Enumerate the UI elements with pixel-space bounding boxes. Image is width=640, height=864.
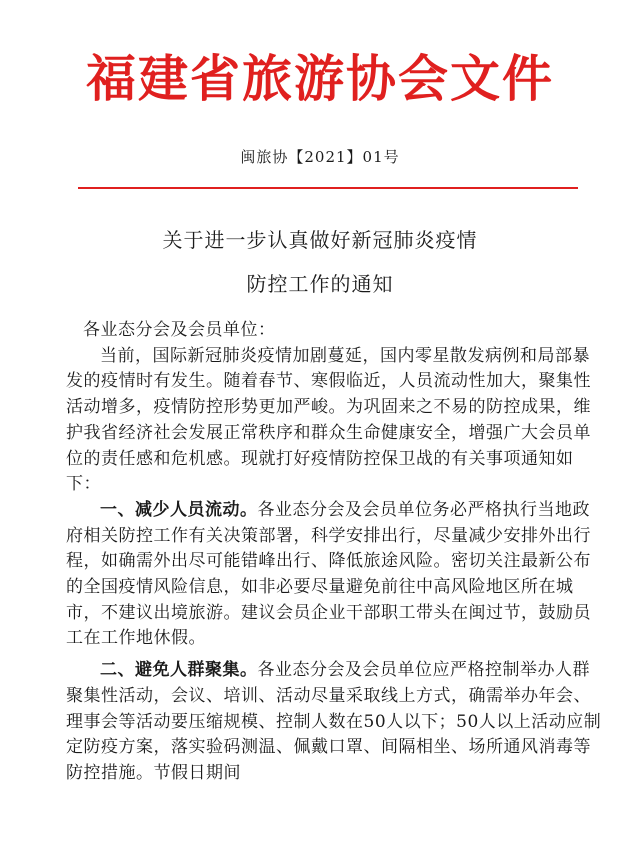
section-2-paragraph <box>66 658 606 787</box>
document-body <box>66 318 606 787</box>
red-divider-line <box>78 187 578 189</box>
section-1-heading: 一、减少人员流动。 <box>100 499 258 520</box>
section-2-text: 各业态分会及会员单位应严格控制举办人群聚集性活动，会议、培训、活动尽量采取线上方式，确需举办年会、理事会等活动要压缩规模、控制人数在50人以下；50人以上活动应制定防疫方案，落实验码测温、佩戴口罩、间隔相坐、场所通风消毒等防控措施。节假日期间 <box>66 660 602 783</box>
org-header-title: 福建省旅游协会文件 <box>86 49 554 108</box>
section-1-paragraph <box>66 498 606 652</box>
document-number: 闽旅协【2021】01号 <box>240 148 400 166</box>
salutation: 各业态分会及会员单位： <box>83 320 276 340</box>
notice-title-line2: 防控工作的通知 <box>246 272 394 296</box>
section-2-heading: 二、避免人群聚集。 <box>100 660 258 681</box>
intro-paragraph: 当前，国际新冠肺炎疫情加剧蔓延，国内零星散发病例和局部暴发的疫情时有发生。随着春节、寒假临近，人员流动性加大，聚集性活动增多，疫情防控形势更加严峻。为巩固来之不易的防控成果，维护我省经济社会发展正常秩序和群众生命健康安全，增强广大会员单位的责任感和危机感。现就打好疫情防控保卫战的有关事项通知如下： <box>66 345 591 495</box>
section-1-text: 各业态分会及会员单位务必严格执行当地政府相关防控工作有关决策部署，科学安排出行，尽量减少安排外出行程，如确需外出尽可能错峰出行、降低旅途风险。密切关注最新公布的全国疫情风险信息，如非必要尽量避免前往中高风险地区所在城市，不建议出境旅游。建议会员企业干部职工带头在闽过节，鼓励员工在工作地休假。 <box>66 499 591 649</box>
notice-title-line1: 关于进一步认真做好新冠肺炎疫情 <box>162 228 478 252</box>
